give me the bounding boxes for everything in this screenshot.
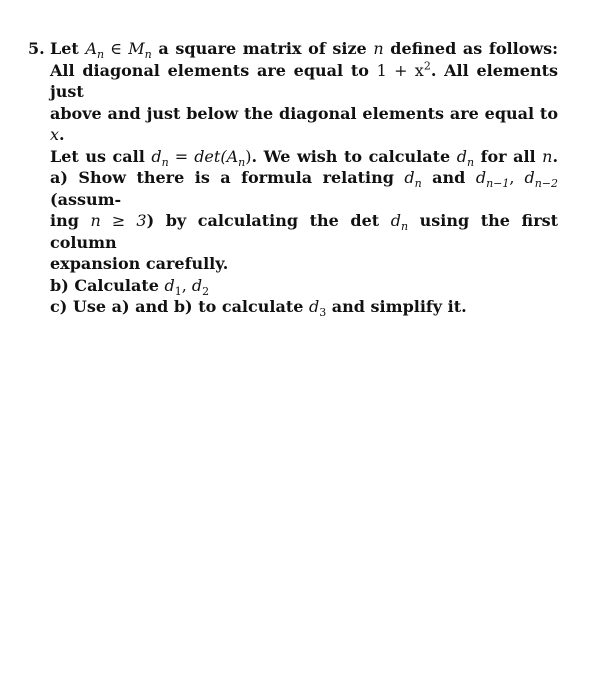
math-subscript: n xyxy=(414,177,422,191)
math-subscript: n xyxy=(401,220,409,234)
math-n: n xyxy=(542,146,553,166)
math-in-symbol: ∈ xyxy=(104,39,129,58)
text-run: for all xyxy=(474,146,543,166)
text-run: using the first column xyxy=(50,211,559,252)
problem-line-8 xyxy=(50,275,558,297)
math-d: d xyxy=(404,168,415,187)
math-one-plus-x: 1 + x xyxy=(376,60,424,80)
math-subscript: n xyxy=(466,155,475,169)
problem-line-5 xyxy=(50,167,558,210)
math-d: d xyxy=(164,275,175,295)
text-run: Let us call xyxy=(50,146,152,166)
text-run: ing xyxy=(50,211,91,230)
text-run: expansion carefully. xyxy=(50,254,229,273)
math-d: d xyxy=(151,146,162,166)
math-subscript: n−2 xyxy=(534,177,559,191)
problem-line-9 xyxy=(50,296,558,318)
math-subscript: n xyxy=(97,48,105,62)
math-d: d xyxy=(456,146,467,166)
problem-body xyxy=(50,38,558,318)
math-d: d xyxy=(191,275,203,295)
math-n-geq-3: n ≥ 3 xyxy=(90,211,147,230)
problem-line-2 xyxy=(50,60,558,103)
math-subscript: n xyxy=(238,155,246,169)
text-run: defined as follows: xyxy=(383,39,558,58)
text-run: . We wish to calculate xyxy=(251,146,457,166)
problem-line-6 xyxy=(50,210,558,253)
math-superscript: 2 xyxy=(423,59,431,73)
math-subscript: 3 xyxy=(319,306,327,320)
text-run: Let xyxy=(50,39,86,58)
text-run: . xyxy=(552,146,559,166)
problem-line-1 xyxy=(50,38,558,60)
text-run: (assum- xyxy=(50,189,122,209)
text-run: and simplify it. xyxy=(326,297,467,316)
problem-line-7 xyxy=(50,253,558,275)
text-run: and xyxy=(421,168,476,187)
math-subscript: n xyxy=(144,48,152,62)
math-d: d xyxy=(308,297,320,316)
math-subscript: 1 xyxy=(174,284,182,298)
math-A: A xyxy=(85,39,98,58)
math-d: d xyxy=(475,168,487,187)
problem-line-4 xyxy=(50,146,558,168)
text-run: above and just below the diagonal elements are equal to xyxy=(50,103,558,123)
text-run: b) Calculate xyxy=(50,275,165,295)
text-run: a square matrix of size xyxy=(151,39,374,58)
text-run: a) Show there is a formula relating xyxy=(50,168,405,187)
text-run: . All elements just xyxy=(50,60,559,101)
problem-number: 5. xyxy=(28,39,45,58)
math-x: x xyxy=(50,125,60,144)
math-comma: , xyxy=(181,275,192,295)
math-subscript: 2 xyxy=(202,284,210,298)
math-paren: ) xyxy=(245,146,252,166)
problem-line-3 xyxy=(50,103,558,146)
problem-5 xyxy=(28,38,558,318)
text-run: ) by calculating the det xyxy=(146,211,391,230)
math-subscript: n xyxy=(161,155,169,169)
math-d: d xyxy=(524,168,535,187)
math-comma: , xyxy=(509,168,525,187)
math-d: d xyxy=(390,211,401,230)
text-run: All diagonal elements are equal to xyxy=(50,60,377,80)
math-equals: = xyxy=(168,146,195,166)
math-M: M xyxy=(128,39,145,58)
text-run: c) Use a) and b) to calculate xyxy=(50,297,309,316)
text-run: . xyxy=(59,125,65,144)
math-n: n xyxy=(373,39,384,58)
math-subscript: n−1 xyxy=(486,177,510,191)
math-det: det(A xyxy=(194,146,239,166)
